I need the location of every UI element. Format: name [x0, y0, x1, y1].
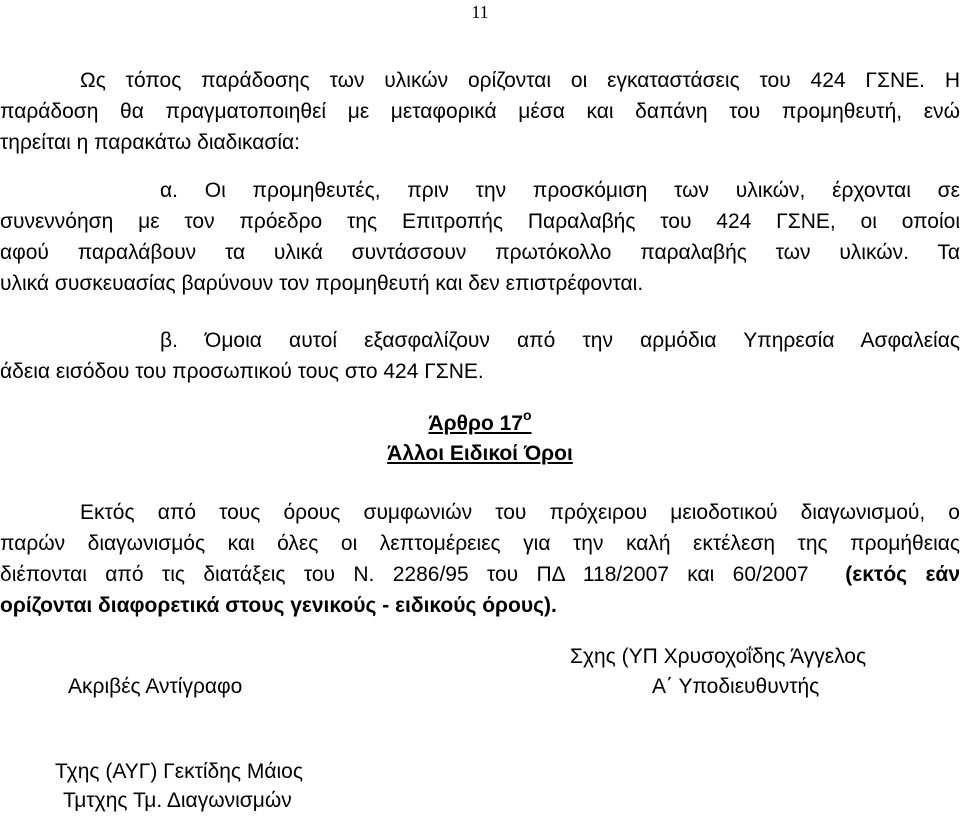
article-subtitle: Άλλοι Ειδικοί Όροι — [387, 442, 573, 465]
item-a-line-4: υλικά συσκευασίας βαρύνουν τον προμηθευτή και δεν επιστρέφονται. — [0, 272, 644, 295]
item-a-line-3: αφού παραλάβουν τα υλικά συντάσσουν πρωτόκολλο παραλαβής των υλικών. Τα — [0, 241, 960, 264]
signer-role: Α΄ Υποδιευθυντής — [652, 675, 820, 698]
item-b-paragraph — [0, 325, 960, 387]
intro-line-1: Ως τόπος παράδοσης των υλικών ορίζονται οι εγκαταστάσεις του 424 ΓΣΝΕ. Η — [80, 69, 960, 92]
page-number: 11 — [471, 2, 489, 22]
article-ordinal: ο — [522, 407, 532, 423]
signer-name: Σχης (ΥΠ Χρυσοχοΐδης Άγγελος — [570, 645, 867, 668]
clerk-name: Τχης (ΑΥΓ) Γεκτίδης Μάιος — [55, 760, 303, 783]
item-a-line-1: α. Οι προμηθευτές, πριν την προσκόμιση των υλικών, έρχονται σε — [160, 179, 960, 202]
terms-line-2: παρών διαγωνισμός και όλες οι λεπτομέρειες για την καλή εκτέλεση της προμήθειας — [0, 532, 960, 555]
terms-line-3-bold: (εκτός εάν — [845, 563, 960, 586]
item-a-paragraph — [0, 175, 960, 299]
terms-line-4: ορίζονται διαφορετικά στους γενικούς - ειδικούς όρους). — [0, 594, 557, 617]
terms-line-3-normal: διέπονται από τις διατάξεις του Ν. 2286/95 του ΠΔ 118/2007 και 60/2007 — [0, 563, 809, 586]
item-b-line-1: β. Όμοια αυτοί εξασφαλίζουν από την αρμόδια Υπηρεσία Ασφαλείας — [160, 329, 960, 352]
article-title-text: Άρθρο 17 — [428, 412, 523, 435]
intro-paragraph — [0, 65, 960, 158]
terms-line-1: Εκτός από τους όρους συμφωνιών του πρόχειρου μειοδοτικού διαγωνισμού, ο — [80, 501, 960, 524]
item-b-line-2: άδεια εισόδου του προσωπικού τους στο 424 ΓΣΝΕ. — [0, 360, 484, 383]
intro-line-2: παράδοση θα πραγματοποιηθεί με μεταφορικά μέσα και δαπάνη του προμηθευτή, ενώ — [0, 100, 960, 123]
terms-line-3 — [0, 559, 960, 590]
item-a-line-2: συνεννόηση με τον πρόεδρο της Επιτροπής Παραλαβής του 424 ΓΣΝΕ, οι οποίοι — [0, 210, 960, 233]
terms-paragraph — [0, 497, 960, 621]
intro-line-3: τηρείται η παρακάτω διαδικασία: — [0, 131, 300, 154]
clerk-role: Τμτχης Τμ. Διαγωνισμών — [63, 789, 292, 812]
article-title — [0, 408, 960, 439]
certified-copy-label: Ακριβές Αντίγραφο — [68, 675, 243, 698]
